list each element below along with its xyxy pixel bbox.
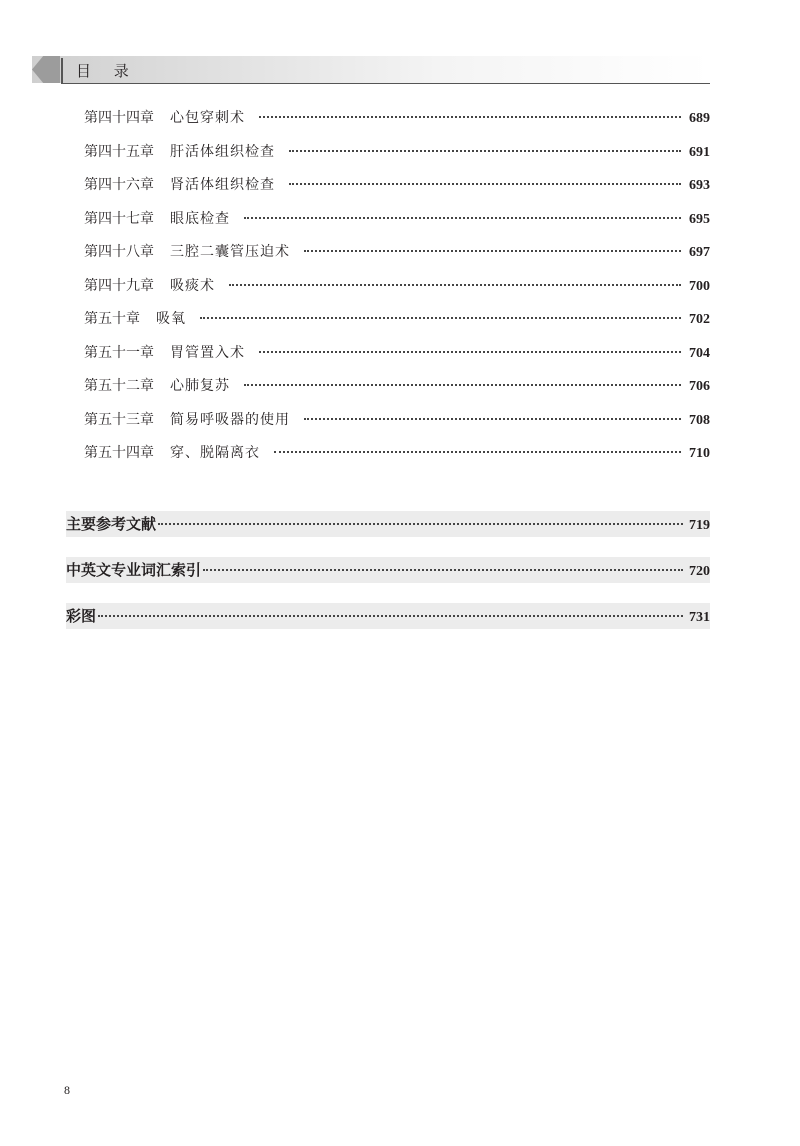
toc-chapter-number: 第四十六章 [84, 177, 154, 193]
toc-leader-dots [259, 116, 681, 118]
toc-page-number: 691 [689, 144, 710, 160]
header-rule [61, 83, 710, 84]
back-matter-entry[interactable] [66, 603, 710, 629]
toc-entry[interactable] [84, 141, 710, 175]
back-matter-entry[interactable] [66, 557, 710, 583]
back-matter-title: 中英文专业词汇索引 [66, 561, 202, 579]
toc-leader-dots [200, 317, 681, 319]
toc-leader-dots [229, 284, 681, 286]
back-matter-page-number: 719 [689, 518, 710, 533]
toc-chapter-title: 心肺复苏 [170, 378, 230, 394]
toc-leader-dots [274, 451, 681, 453]
back-matter-title: 彩图 [66, 607, 97, 625]
page-title: 目 录 [76, 62, 138, 80]
toc-page-number: 700 [689, 278, 710, 294]
toc-leader-dots [289, 183, 681, 185]
toc-leader-dots [244, 384, 681, 386]
toc-chapter-number: 第四十八章 [84, 244, 154, 260]
toc-entry[interactable] [84, 308, 710, 342]
toc-entry[interactable] [84, 174, 710, 208]
toc-leader-dots [259, 351, 681, 353]
toc-page-number: 706 [689, 379, 710, 394]
toc-entry[interactable] [84, 409, 710, 443]
toc-leader-dots [289, 150, 681, 152]
toc-chapter-title: 穿、脱隔离衣 [170, 445, 260, 461]
back-matter-page-number: 720 [689, 564, 710, 579]
toc-chapter-number: 第四十七章 [84, 210, 154, 227]
toc-leader-dots [304, 250, 681, 252]
toc-chapter-title: 心包穿刺术 [170, 110, 245, 126]
toc-page-number: 689 [689, 111, 710, 126]
footer-page-number: 8 [64, 1083, 70, 1097]
toc-leader-dots [244, 217, 681, 219]
header-divider [61, 58, 63, 83]
toc-entry[interactable] [84, 107, 710, 141]
back-matter-page-number: 731 [689, 610, 710, 625]
toc-entry[interactable] [84, 241, 710, 275]
toc-list [84, 107, 710, 476]
toc-chapter-number: 第四十四章 [84, 110, 154, 126]
toc-chapter-title: 肾活体组织检查 [170, 177, 275, 193]
toc-leader-dots [158, 523, 683, 525]
toc-chapter-title: 三腔二囊管压迫术 [170, 244, 290, 260]
toc-chapter-number: 第五十四章 [84, 445, 154, 461]
toc-leader-dots [304, 418, 681, 420]
toc-chapter-number: 第四十九章 [84, 277, 154, 294]
toc-page-number: 710 [689, 446, 710, 461]
toc-chapter-number: 第五十二章 [84, 378, 154, 394]
toc-chapter-number: 第五十三章 [84, 411, 154, 428]
toc-chapter-title: 眼底检查 [170, 210, 230, 227]
toc-page-number: 704 [689, 345, 710, 361]
back-matter-list [66, 511, 710, 649]
back-matter-title: 主要参考文献 [66, 515, 157, 533]
toc-leader-dots [98, 615, 683, 617]
toc-page-number: 708 [689, 412, 710, 428]
toc-chapter-title: 肝活体组织检查 [170, 143, 275, 160]
toc-chapter-number: 第五十一章 [84, 344, 154, 361]
toc-entry[interactable] [84, 208, 710, 242]
toc-page-number: 697 [689, 245, 710, 260]
toc-chapter-title: 吸氧 [156, 311, 186, 327]
toc-entry[interactable] [84, 375, 710, 409]
toc-page-number: 695 [689, 211, 710, 227]
toc-chapter-number: 第四十五章 [84, 143, 154, 160]
toc-entry[interactable] [84, 275, 710, 309]
toc-page-number: 702 [689, 312, 710, 327]
toc-chapter-title: 简易呼吸器的使用 [170, 411, 290, 428]
toc-chapter-title: 胃管置入术 [170, 344, 245, 361]
toc-page-number: 693 [689, 178, 710, 193]
toc-chapter-number: 第五十章 [84, 311, 140, 327]
toc-leader-dots [203, 569, 683, 571]
toc-chapter-title: 吸痰术 [170, 277, 215, 294]
back-matter-entry[interactable] [66, 511, 710, 537]
toc-entry[interactable] [84, 342, 710, 376]
toc-entry[interactable] [84, 442, 710, 476]
